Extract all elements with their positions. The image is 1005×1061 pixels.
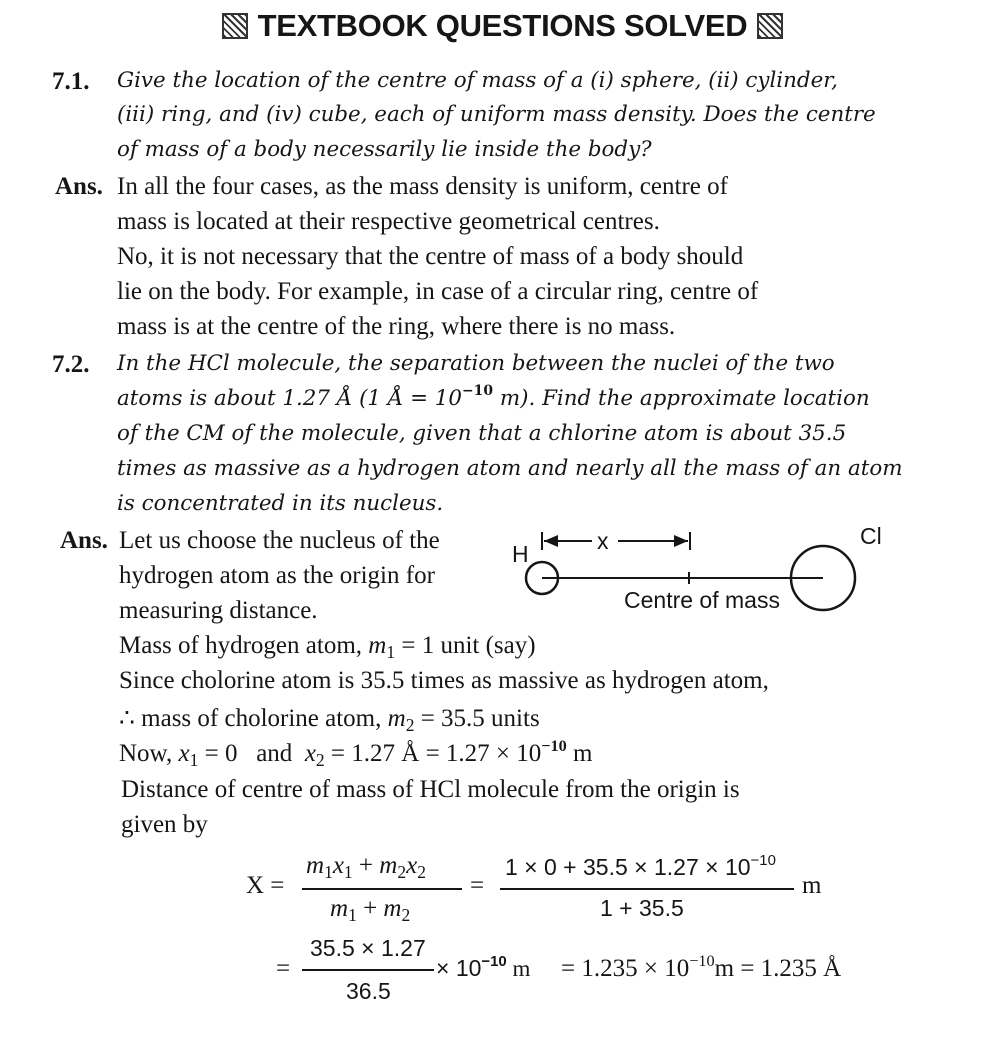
answer-line: Since cholorine atom is 35.5 times as massive as hydrogen atom, [119, 667, 769, 694]
question-number: 7.1. [52, 68, 90, 95]
answer-line: given by [121, 811, 208, 838]
question-number: 7.2. [52, 351, 90, 378]
hydrogen-label: H [512, 541, 529, 567]
heading-decoration-right-icon [757, 13, 783, 39]
heading-title: TEXTBOOK QUESTIONS SOLVED [257, 8, 748, 43]
question-line: atoms is about 1.27 Å (1 Å = $10^{-10}$ m). Find the approximate location [117, 383, 870, 411]
answer-line: No, it is not necessary that the centre of mass of a body should [117, 243, 744, 270]
arrowhead-right-icon [674, 535, 688, 547]
heading-decoration-left-icon [222, 13, 248, 39]
fraction-bar [302, 969, 434, 971]
hcl-molecule-diagram [500, 520, 890, 630]
question-line: of mass of a body necessarily lie inside the body? [117, 137, 652, 162]
fraction-denominator: 1 + 35.5 [600, 895, 684, 921]
result-value: = $1.235 \times 10^{-10}m = 1.235$ Å [561, 952, 842, 982]
answer-line: measuring distance. [119, 597, 318, 624]
answer-line: lie on the body. For example, in case of a circular ring, centre of [117, 278, 759, 305]
question-line: of the CM of the molecule, given that a chlorine atom is about 35.5 [117, 421, 847, 446]
answer-label: Ans. [60, 527, 108, 554]
question-line: is concentrated in its nucleus. [117, 491, 444, 516]
question-line: In the HCl molecule, the separation between the nuclei of the two [117, 351, 835, 376]
fraction-numerator: $m_1x_1 + m_2x_2$ [306, 852, 426, 882]
fraction-numerator: $1 \times 0 + 35.5 \times 1.27 \times 10^{-10}$ [505, 852, 776, 880]
question-line: times as massive as a hydrogen atom and nearly all the mass of an atom [117, 456, 903, 481]
section-heading [0, 8, 1005, 44]
answer-line: mass is located at their respective geometrical centres. [117, 208, 660, 235]
fraction-bar [500, 888, 794, 890]
positions-line: Now, $x_1 = 0$ and $x_2 = 1.27$ Å = $1.27 \times 10^{-10}$ m [119, 737, 593, 770]
equation-lhs: X = [246, 872, 285, 899]
distance-label: x [597, 528, 609, 554]
arrowhead-left-icon [544, 535, 558, 547]
mass-hydrogen-line: Mass of hydrogen atom, $m_1 = 1$ unit (say) [119, 632, 536, 662]
fraction-denominator: $m_1 + m_2$ [330, 895, 411, 925]
chlorine-label: Cl [860, 523, 882, 549]
answer-line: Let us choose the nucleus of the [119, 527, 440, 554]
answer-line: In all the four cases, as the mass density is uniform, centre of [117, 173, 728, 200]
answer-line: mass is at the centre of the ring, where there is no mass. [117, 313, 676, 340]
equals-sign: = [470, 872, 485, 899]
equals-sign: = [276, 955, 291, 982]
question-line: (iii) ring, and (iv) cube, each of uniform mass density. Does the centre [117, 102, 876, 127]
multiplier-term: × $10^{-10}$ m [436, 953, 531, 981]
answer-label: Ans. [55, 173, 103, 200]
centre-of-mass-label: Centre of mass [624, 587, 780, 613]
fraction-bar [302, 888, 462, 890]
unit-label: m [802, 872, 822, 899]
fraction-denominator: 36.5 [346, 978, 391, 1004]
answer-line: hydrogen atom as the origin for [119, 562, 435, 589]
question-line: Give the location of the centre of mass of a (i) sphere, (ii) cylinder, [117, 68, 838, 93]
answer-line: Distance of centre of mass of HCl molecule from the origin is [121, 776, 740, 803]
fraction-numerator: 35.5 × 1.27 [310, 935, 426, 961]
mass-chlorine-line: ∴ mass of cholorine atom, $m_2 = 35.5$ units [119, 705, 540, 735]
